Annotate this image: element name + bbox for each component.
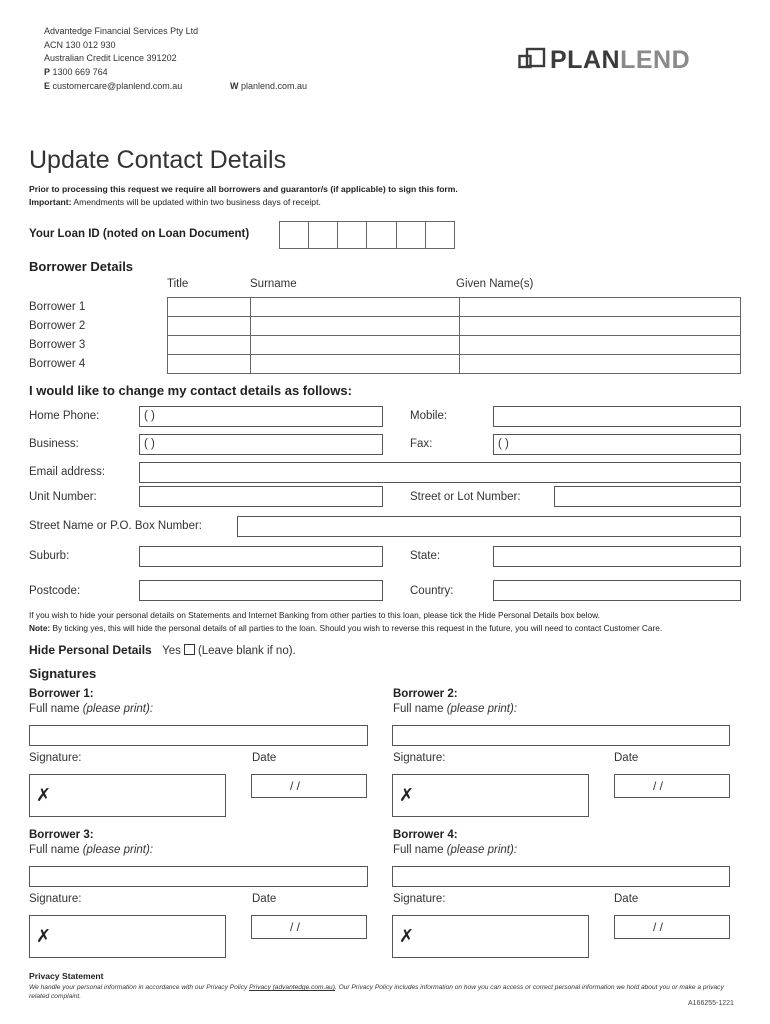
logo-plan-text: PLAN (550, 46, 621, 74)
sign-here-cross-icon: ✗ (399, 926, 415, 946)
loan-id-digit-1[interactable] (280, 222, 309, 249)
borrower-2-fullname-field[interactable] (392, 725, 730, 746)
borrower-details-heading: Borrower Details (29, 259, 134, 274)
borrower-3-given-names[interactable] (460, 336, 741, 355)
country-label: Country: (410, 585, 454, 597)
sig-borrower-3-fullname-label: Full name (please print): (29, 844, 154, 856)
street-name-field[interactable] (237, 516, 741, 537)
table-row (168, 355, 741, 374)
borrower-2-date-label: Date (614, 752, 639, 764)
hide-hint: (Leave blank if no). (197, 645, 296, 657)
borrower-2-signature-label: Signature: (393, 752, 446, 764)
home-phone-field[interactable]: ( ) (139, 406, 383, 427)
loan-id-digit-4[interactable] (367, 222, 396, 249)
state-field[interactable] (493, 546, 741, 567)
borrower-3-signature-box[interactable] (29, 915, 226, 958)
state-label: State: (410, 550, 441, 562)
date-separators: / / (290, 920, 301, 934)
loan-id-digit-3[interactable] (338, 222, 367, 249)
email-field[interactable] (139, 462, 741, 483)
credit-licence: Australian Credit Licence 391202 (44, 53, 177, 64)
sign-here-cross-icon: ✗ (399, 785, 415, 805)
sign-here-cross-icon: ✗ (36, 926, 52, 946)
signatures-heading: Signatures (29, 666, 97, 681)
borrower-4-signature-box[interactable] (392, 915, 589, 958)
planlend-logo (518, 46, 728, 74)
intro-line: Prior to processing this request we require all borrowers and guarantor/s (if applicable) to sign this form. (29, 184, 458, 194)
business-phone-label: Business: (29, 438, 79, 450)
unit-number-field[interactable] (139, 486, 383, 507)
borrower-4-given-names[interactable] (460, 355, 741, 374)
phone-line: P 1300 669 764 (44, 67, 108, 78)
borrower-1-surname[interactable] (251, 298, 460, 317)
mobile-label: Mobile: (410, 410, 448, 422)
street-name-label: Street Name or P.O. Box Number: (29, 520, 202, 532)
date-separators: / / (290, 779, 301, 793)
borrower-3-surname[interactable] (251, 336, 460, 355)
hide-note-line: Note: By ticking yes, this will hide the personal details of all parties to the loan. Should you wish to reverse this request in the future, you will need to contact Customer Care. (29, 623, 663, 633)
borrower-4-label: Borrower 4 (29, 358, 86, 370)
borrower-3-date-field[interactable] (251, 915, 367, 939)
loan-id-digit-2[interactable] (309, 222, 338, 249)
overlapping-squares-icon (518, 47, 548, 73)
mobile-field[interactable] (493, 406, 741, 427)
country-field[interactable] (493, 580, 741, 601)
sig-borrower-4-fullname-label: Full name (please print): (393, 844, 518, 856)
borrower-1-date-label: Date (252, 752, 277, 764)
web-address: planlend.com.au (241, 80, 308, 91)
borrower-4-date-field[interactable] (614, 915, 730, 939)
borrower-4-title[interactable] (168, 355, 251, 374)
sign-here-cross-icon: ✗ (36, 785, 52, 805)
phone-number: 1300 669 764 (52, 67, 108, 78)
column-given-names: Given Name(s) (456, 278, 534, 290)
date-separators: / / (653, 779, 664, 793)
borrower-1-date-field[interactable] (251, 774, 367, 798)
sig-borrower-2-fullname-label: Full name (please print): (393, 703, 518, 715)
fax-field[interactable]: ( ) (493, 434, 741, 455)
sig-borrower-4-label: Borrower 4: (393, 829, 458, 841)
borrower-1-fullname-field[interactable] (29, 725, 368, 746)
borrower-3-date-label: Date (252, 893, 277, 905)
column-title: Title (167, 278, 189, 290)
loan-id-boxes (279, 221, 455, 249)
hide-notice-line: If you wish to hide your personal details on Statements and Internet Banking from other parties to this loan, please tick the Hide Personal Details box below. (29, 610, 600, 620)
street-lot-field[interactable] (554, 486, 741, 507)
postcode-field[interactable] (139, 580, 383, 601)
hide-personal-label: Hide Personal Details (29, 643, 152, 657)
date-separators: / / (653, 920, 664, 934)
loan-id-digit-6[interactable] (425, 222, 454, 249)
hide-personal-row (29, 641, 296, 659)
borrower-4-date-label: Date (614, 893, 639, 905)
table-row (168, 317, 741, 336)
table-row (168, 298, 741, 317)
borrower-1-label: Borrower 1 (29, 301, 86, 313)
borrower-1-signature-label: Signature: (29, 752, 82, 764)
borrower-1-title[interactable] (168, 298, 251, 317)
form-code: A166255-1221 (688, 1000, 734, 1007)
sig-borrower-3-label: Borrower 3: (29, 829, 94, 841)
borrower-2-title[interactable] (168, 317, 251, 336)
borrower-2-given-names[interactable] (460, 317, 741, 336)
borrower-2-signature-box[interactable] (392, 774, 589, 817)
suburb-field[interactable] (139, 546, 383, 567)
sig-borrower-1-fullname-label: Full name (please print): (29, 703, 154, 715)
borrower-details-table (167, 297, 741, 374)
column-surname: Surname (250, 278, 297, 290)
borrower-2-date-field[interactable] (614, 774, 730, 798)
fax-label: Fax: (410, 438, 433, 450)
contact-heading: I would like to change my contact details as follows: (29, 383, 352, 398)
table-row (168, 336, 741, 355)
suburb-label: Suburb: (29, 550, 70, 562)
borrower-1-signature-box[interactable] (29, 774, 226, 817)
borrower-2-label: Borrower 2 (29, 320, 86, 332)
email-label: Email address: (29, 466, 106, 478)
sig-borrower-2-label: Borrower 2: (393, 688, 458, 700)
logo-lend-text: LEND (620, 46, 691, 74)
web-line: W planlend.com.au (230, 80, 308, 91)
important-line: Important: Amendments will be updated within two business days of receipt. (29, 197, 321, 207)
loan-id-label: Your Loan ID (noted on Loan Document) (29, 228, 250, 240)
borrower-4-signature-label: Signature: (393, 893, 446, 905)
sig-borrower-1-label: Borrower 1: (29, 688, 94, 700)
loan-id-digit-5[interactable] (396, 222, 425, 249)
postcode-label: Postcode: (29, 585, 81, 597)
privacy-policy-link[interactable]: Privacy (advantedge.com.au) (249, 984, 335, 991)
company-header (44, 25, 198, 94)
borrower-4-surname[interactable] (251, 355, 460, 374)
borrower-4-fullname-field[interactable] (392, 866, 730, 887)
privacy-text: We handle your personal information in accordance with our Privacy Policy Privacy (advantedge.com.au). Our Privacy Policy includes information on how you can access or correct personal information we hold about you or make a privacy related complaint. (29, 984, 724, 1000)
borrower-3-label: Borrower 3 (29, 339, 86, 351)
company-name: Advantedge Financial Services Pty Ltd (44, 26, 199, 36)
borrower-3-signature-label: Signature: (29, 893, 82, 905)
page-title: Update Contact Details (29, 146, 287, 174)
street-lot-label: Street or Lot Number: (410, 491, 521, 503)
hide-yes-label: Yes (162, 645, 181, 657)
borrower-3-fullname-field[interactable] (29, 866, 368, 887)
email-address: customercare@planlend.com.au (52, 80, 183, 91)
acn-number: ACN 130 012 930 (44, 39, 116, 50)
hide-personal-checkbox[interactable] (184, 644, 195, 655)
privacy-heading: Privacy Statement (29, 971, 104, 981)
borrower-1-given-names[interactable] (460, 298, 741, 317)
unit-number-label: Unit Number: (29, 491, 97, 503)
borrower-3-title[interactable] (168, 336, 251, 355)
borrower-2-surname[interactable] (251, 317, 460, 336)
home-phone-label: Home Phone: (29, 410, 100, 422)
email-line: E customercare@planlend.com.au (44, 80, 183, 91)
business-phone-field[interactable]: ( ) (139, 434, 383, 455)
